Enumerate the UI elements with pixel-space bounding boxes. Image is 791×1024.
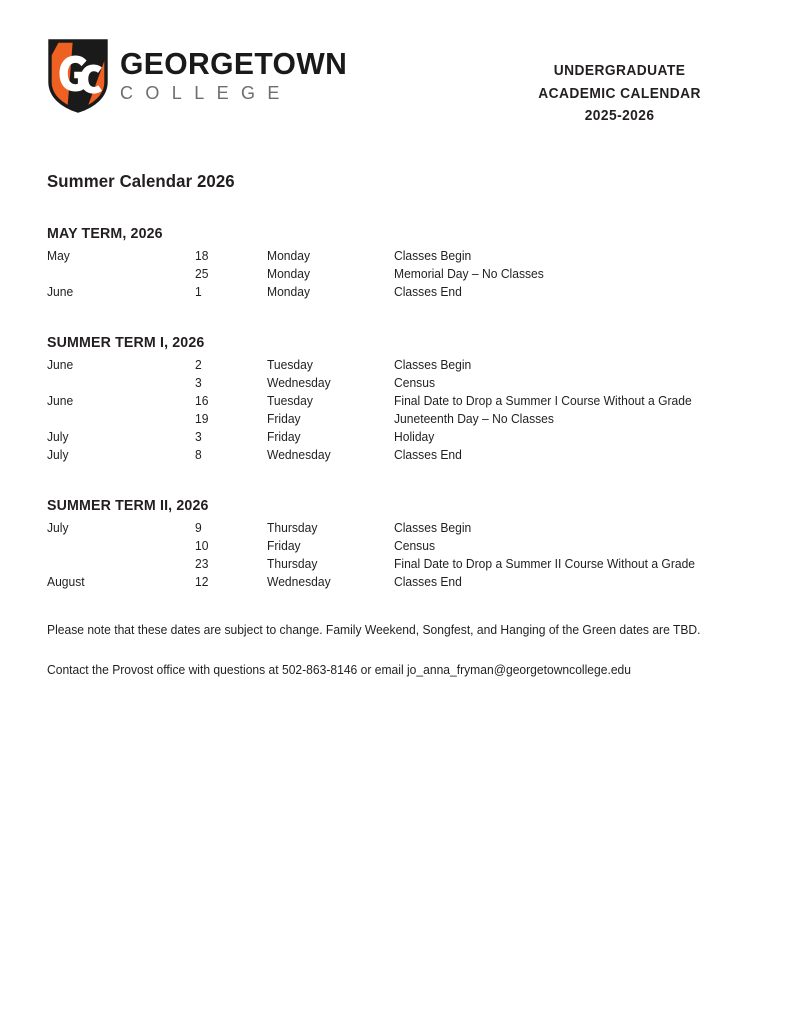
cell-weekday: Wednesday — [267, 448, 331, 462]
cell-day: 25 — [195, 267, 209, 281]
logo-wordmark — [120, 45, 354, 104]
wordmark-college: COLLEGE — [120, 82, 292, 103]
section-heading: MAY TERM, 2026 — [47, 226, 163, 242]
cell-day: 9 — [195, 521, 202, 535]
cell-day: 8 — [195, 448, 202, 462]
cell-description: Final Date to Drop a Summer II Course Without a Grade — [394, 557, 696, 571]
cell-weekday: Monday — [267, 285, 311, 299]
georgetown-college-logo — [47, 38, 354, 114]
table-row — [47, 555, 747, 573]
cell-weekday: Thursday — [267, 557, 318, 571]
cell-description: Holiday — [394, 430, 435, 444]
cell-day: 2 — [195, 358, 202, 372]
table-row — [47, 283, 747, 301]
cell-day: 3 — [195, 430, 202, 444]
cell-description: Final Date to Drop a Summer I Course Without a Grade — [394, 394, 692, 408]
cell-day: 16 — [195, 394, 209, 408]
wordmark-georgetown: GEORGETOWN — [120, 45, 348, 81]
cell-description: Census — [394, 539, 435, 553]
section-heading: SUMMER TERM II, 2026 — [47, 498, 209, 514]
page-header — [0, 0, 791, 150]
cell-day: 3 — [195, 376, 202, 390]
cell-day: 19 — [195, 412, 209, 426]
cell-weekday: Monday — [267, 249, 311, 263]
cell-day: 23 — [195, 557, 209, 571]
contact-note: Contact the Provost office with questions at 502-863-8146 or email jo_anna_fryman@georgetowncollege.edu — [47, 663, 632, 677]
cell-month: July — [47, 430, 69, 444]
header-line-academic-calendar: ACADEMIC CALENDAR — [538, 85, 701, 102]
cell-description: Classes End — [394, 448, 462, 462]
cell-day: 1 — [195, 285, 202, 299]
cell-description: Classes Begin — [394, 521, 472, 535]
table-row — [47, 537, 747, 555]
cell-month: August — [47, 575, 85, 589]
cell-weekday: Tuesday — [267, 358, 313, 372]
cell-month: July — [47, 521, 69, 535]
cell-description: Classes End — [394, 575, 462, 589]
table-row — [47, 392, 747, 410]
section-summer-term-i — [47, 334, 747, 464]
cell-weekday: Tuesday — [267, 394, 313, 408]
cell-day: 10 — [195, 539, 209, 553]
cell-weekday: Monday — [267, 267, 311, 281]
table-row — [47, 356, 747, 374]
cell-description: Memorial Day – No Classes — [394, 267, 544, 281]
document-header-title — [534, 60, 705, 128]
table-row — [47, 374, 747, 392]
cell-month: July — [47, 448, 69, 462]
section-heading: SUMMER TERM I, 2026 — [47, 335, 205, 351]
cell-description: Juneteenth Day – No Classes — [394, 412, 554, 426]
cell-description: Classes Begin — [394, 358, 472, 372]
table-row — [47, 428, 747, 446]
table-row — [47, 446, 747, 464]
cell-day: 18 — [195, 249, 209, 263]
cell-weekday: Friday — [267, 412, 301, 426]
cell-weekday: Wednesday — [267, 575, 331, 589]
cell-weekday: Friday — [267, 430, 301, 444]
cell-description: Classes Begin — [394, 249, 472, 263]
section-summer-term-ii — [47, 497, 747, 591]
cell-month: June — [47, 358, 74, 372]
table-row — [47, 519, 747, 537]
section-may-term — [47, 225, 747, 301]
cell-description: Classes End — [394, 285, 462, 299]
header-line-undergraduate: UNDERGRADUATE — [553, 63, 686, 79]
table-row — [47, 265, 747, 283]
cell-weekday: Friday — [267, 539, 301, 553]
cell-month: June — [47, 394, 74, 408]
cell-description: Census — [394, 376, 435, 390]
cell-weekday: Wednesday — [267, 376, 331, 390]
cell-day: 12 — [195, 575, 209, 589]
disclaimer-note: Please note that these dates are subject to change. Family Weekend, Songfest, and Hanging of the Green dates are TBD. — [47, 623, 701, 637]
cell-month: May — [47, 249, 70, 263]
calendar-content — [47, 170, 747, 679]
header-line-years: 2025-2026 — [584, 108, 655, 124]
georgetown-shield-icon — [47, 38, 109, 114]
cell-weekday: Thursday — [267, 521, 318, 535]
page-title: Summer Calendar 2026 — [47, 171, 235, 191]
table-row — [47, 247, 747, 265]
table-row — [47, 410, 747, 428]
table-row — [47, 573, 747, 591]
cell-month: June — [47, 285, 74, 299]
